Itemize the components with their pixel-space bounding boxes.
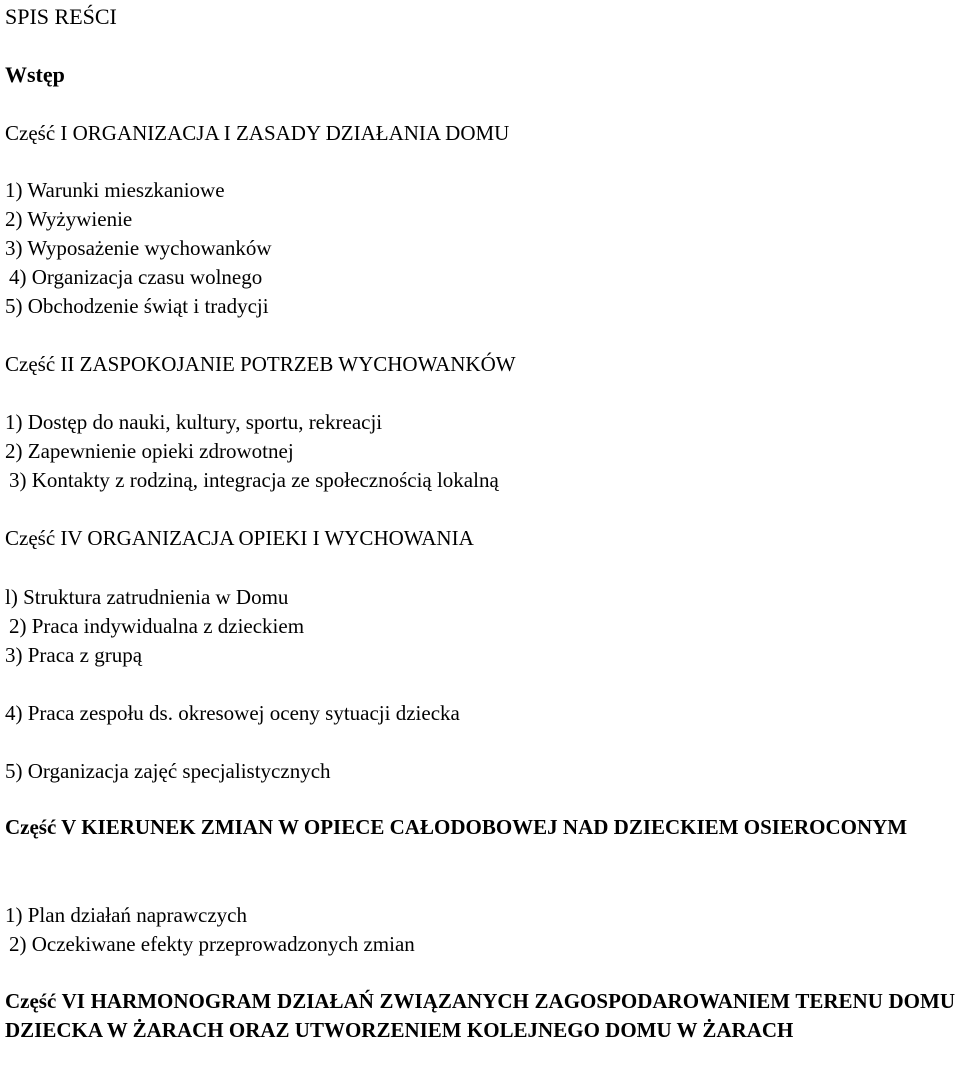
part-4-item-5: 5) Organizacja zajęć specjalistycznych bbox=[5, 759, 331, 783]
intro-heading: Wstęp bbox=[5, 62, 65, 87]
part-4-item-4: 4) Praca zespołu ds. okresowej oceny sytuacji dziecka bbox=[5, 701, 460, 725]
part-1-item-3: 3) Wyposażenie wychowanków bbox=[5, 236, 272, 260]
part-5-item-1: 1) Plan działań naprawczych bbox=[5, 903, 247, 927]
part-2-item-3: 3) Kontakty z rodziną, integracja ze społecznością lokalną bbox=[9, 468, 499, 492]
part-2-heading: Część II ZASPOKOJANIE POTRZEB WYCHOWANKÓW bbox=[5, 352, 516, 376]
part-2-item-1: 1) Dostęp do nauki, kultury, sportu, rekreacji bbox=[5, 410, 383, 434]
part-4-item-1: l) Struktura zatrudnienia w Domu bbox=[5, 585, 289, 609]
part-1-item-1: 1) Warunki mieszkaniowe bbox=[5, 178, 225, 202]
part-4-item-2: 2) Praca indywidualna z dzieckiem bbox=[9, 614, 305, 638]
toc-title: SPIS REŚCI bbox=[5, 4, 117, 29]
part-5-heading: Część V KIERUNEK ZMIAN W OPIECE CAŁODOBOWEJ NAD DZIECKIEM OSIEROCONYM bbox=[5, 815, 908, 839]
part-5-item-2: 2) Oczekiwane efekty przeprowadzonych zmian bbox=[9, 932, 415, 956]
part-1-item-4: 4) Organizacja czasu wolnego bbox=[9, 265, 263, 289]
part-1-item-5: 5) Obchodzenie świąt i tradycji bbox=[5, 294, 269, 318]
part-6-heading: Część VI HARMONOGRAM DZIAŁAŃ ZWIĄZANYCH ZAGOSPODAROWANIEM TERENU DOMU DZIECKA W ŻARACH ORAZ UTWORZENIEM KOLEJNEGO DOMU W ŻARACH bbox=[5, 989, 955, 1042]
part-2-item-2: 2) Zapewnienie opieki zdrowotnej bbox=[5, 439, 294, 463]
part-1-item-2: 2) Wyżywienie bbox=[5, 207, 133, 231]
part-4-item-3: 3) Praca z grupą bbox=[5, 643, 143, 667]
part-4-heading: Część IV ORGANIZACJA OPIEKI I WYCHOWANIA bbox=[5, 526, 474, 550]
part-1-heading: Część I ORGANIZACJA I ZASADY DZIAŁANIA DOMU bbox=[5, 121, 510, 145]
